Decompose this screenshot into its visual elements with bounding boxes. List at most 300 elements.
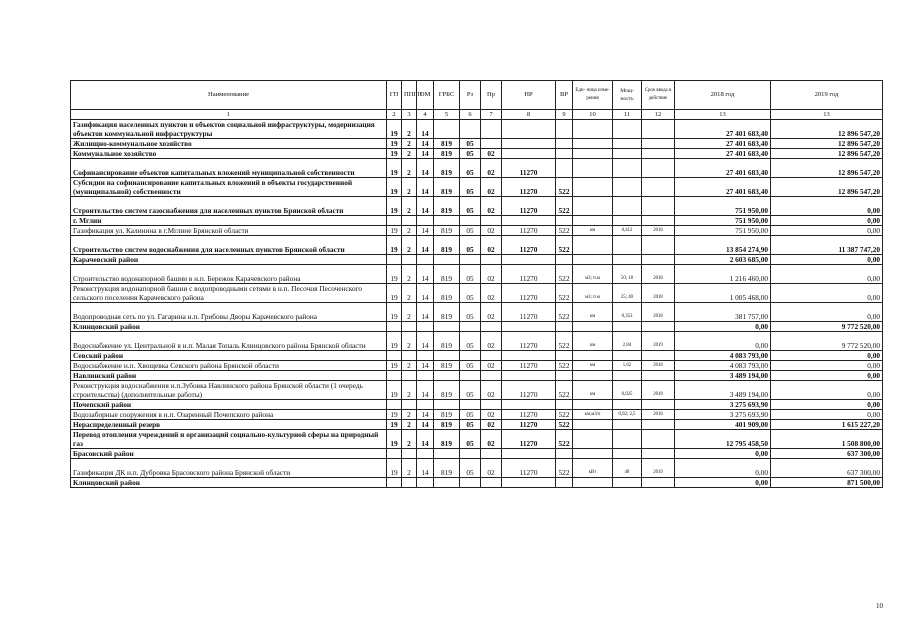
- cell-grbs: 819: [434, 159, 460, 178]
- cell-y2019: 0,00: [771, 197, 883, 216]
- cell-y2019: 637 300,00: [771, 459, 883, 478]
- cell-vr: 522: [556, 236, 573, 255]
- cell-gp: [387, 478, 402, 488]
- cell-om: [417, 371, 434, 381]
- cell-grbs: [434, 371, 460, 381]
- cell-y2019: 11 387 747,20: [771, 236, 883, 255]
- cell-unit: км: [573, 332, 613, 351]
- cell-y2018: 13 854 274,90: [675, 236, 771, 255]
- cell-rz: 05: [460, 265, 481, 284]
- cell-y2018: 0,00: [675, 459, 771, 478]
- cell-nr: 11270: [502, 265, 556, 284]
- cell-rz: 05: [460, 149, 481, 159]
- cell-deadline: 2019: [642, 459, 675, 478]
- cell-pr: 02: [481, 303, 502, 322]
- cell-unit: [573, 197, 613, 216]
- cell-om: 14: [417, 139, 434, 149]
- table-body: [71, 120, 883, 488]
- cell-unit: м3; п.м: [573, 265, 613, 284]
- cell-nr: 11270: [502, 284, 556, 303]
- cell-deadline: 2018: [642, 226, 675, 236]
- cell-nr: [502, 371, 556, 381]
- cell-y2019: 0,00: [771, 284, 883, 303]
- cell-vr: 522: [556, 226, 573, 236]
- index-cell: 7: [481, 110, 502, 120]
- table-row: [71, 216, 883, 226]
- index-cell: 11: [613, 110, 642, 120]
- cell-rz: 05: [460, 226, 481, 236]
- cell-name: Реконструкция водонапорной башни с водопроводными сетями в н.п. Песочня Песоченского сельского поселения Карачевского района: [71, 284, 387, 303]
- col-header-2019: 2019 год: [771, 81, 883, 110]
- cell-nr: 11270: [502, 459, 556, 478]
- cell-nr: [502, 478, 556, 488]
- table-row: [71, 449, 883, 459]
- cell-vr: 522: [556, 361, 573, 371]
- cell-deadline: [642, 120, 675, 139]
- cell-grbs: 819: [434, 361, 460, 371]
- cell-pr: [481, 216, 502, 226]
- cell-ppgp: [402, 371, 417, 381]
- cell-y2018: 0,00: [675, 322, 771, 332]
- cell-unit: [573, 178, 613, 197]
- cell-name: Строительство систем водоснабжения для населенных пунктов Брянской области: [71, 236, 387, 255]
- cell-y2018: 751 950,00: [675, 226, 771, 236]
- cell-rz: [460, 371, 481, 381]
- cell-y2019: 0,00: [771, 255, 883, 265]
- cell-y2018: 3 489 194,00: [675, 371, 771, 381]
- cell-unit: [573, 371, 613, 381]
- cell-om: 14: [417, 236, 434, 255]
- cell-pr: 02: [481, 226, 502, 236]
- cell-om: 14: [417, 159, 434, 178]
- cell-power: 48: [613, 459, 642, 478]
- cell-ppgp: 2: [402, 178, 417, 197]
- cell-deadline: [642, 236, 675, 255]
- cell-y2018: 0,00: [675, 478, 771, 488]
- cell-vr: 522: [556, 430, 573, 449]
- cell-gp: [387, 371, 402, 381]
- cell-name: Брасовский район: [71, 449, 387, 459]
- cell-deadline: 2018: [642, 284, 675, 303]
- table-row: [71, 430, 883, 449]
- cell-power: [613, 400, 642, 410]
- cell-grbs: [434, 351, 460, 361]
- cell-om: 14: [417, 120, 434, 139]
- cell-deadline: 2019: [642, 332, 675, 351]
- cell-om: 14: [417, 459, 434, 478]
- cell-om: [417, 449, 434, 459]
- col-header-rz: Рз: [460, 81, 481, 110]
- col-header-power: Мощ- ность: [613, 81, 642, 110]
- cell-y2019: 0,00: [771, 216, 883, 226]
- cell-nr: [502, 400, 556, 410]
- cell-grbs: [434, 255, 460, 265]
- cell-grbs: 819: [434, 303, 460, 322]
- cell-power: 0,353: [613, 303, 642, 322]
- col-header-pr: Пр: [481, 81, 502, 110]
- cell-grbs: 819: [434, 197, 460, 216]
- cell-y2018: 4 083 793,00: [675, 351, 771, 361]
- cell-om: 14: [417, 226, 434, 236]
- cell-deadline: [642, 351, 675, 361]
- cell-vr: [556, 351, 573, 361]
- cell-pr: 02: [481, 420, 502, 430]
- cell-y2019: 0,00: [771, 226, 883, 236]
- cell-y2018: 2 603 685,00: [675, 255, 771, 265]
- cell-gp: 19: [387, 197, 402, 216]
- cell-om: 14: [417, 361, 434, 371]
- cell-unit: [573, 216, 613, 226]
- cell-pr: 02: [481, 149, 502, 159]
- cell-deadline: [642, 478, 675, 488]
- cell-rz: [460, 216, 481, 226]
- cell-grbs: 819: [434, 381, 460, 400]
- cell-vr: [556, 139, 573, 149]
- cell-pr: 02: [481, 410, 502, 420]
- col-header-unit: Еди- ница изме- рения: [573, 81, 613, 110]
- cell-y2018: 27 401 683,40: [675, 159, 771, 178]
- cell-rz: 05: [460, 159, 481, 178]
- cell-rz: 05: [460, 420, 481, 430]
- cell-y2018: 3 489 194,00: [675, 381, 771, 400]
- cell-nr: 11270: [502, 159, 556, 178]
- col-header-ppgp: ППГП: [402, 81, 417, 110]
- cell-pr: 02: [481, 236, 502, 255]
- cell-om: 14: [417, 420, 434, 430]
- cell-nr: [502, 351, 556, 361]
- cell-y2019: 12 896 547,20: [771, 178, 883, 197]
- cell-deadline: [642, 400, 675, 410]
- cell-y2019: 0,00: [771, 303, 883, 322]
- cell-om: 14: [417, 410, 434, 420]
- cell-grbs: 819: [434, 420, 460, 430]
- cell-y2018: 27 401 683,40: [675, 178, 771, 197]
- cell-y2018: 27 401 683,40: [675, 139, 771, 149]
- cell-power: [613, 478, 642, 488]
- cell-pr: 02: [481, 159, 502, 178]
- cell-name: Перевод отопления учреждений и организаций социально-культурной сферы на природный газ: [71, 430, 387, 449]
- cell-deadline: [642, 159, 675, 178]
- table-row: [71, 351, 883, 361]
- cell-rz: 05: [460, 332, 481, 351]
- cell-pr: 02: [481, 332, 502, 351]
- cell-vr: 522: [556, 197, 573, 216]
- cell-unit: [573, 478, 613, 488]
- cell-y2018: 751 950,00: [675, 197, 771, 216]
- cell-y2018: 4 083 793,00: [675, 361, 771, 371]
- cell-name: Газификация населенных пунктов и объектов социальной инфраструктуры, модернизация объектов коммунальной инфраструктуры: [71, 120, 387, 139]
- cell-pr: 02: [481, 197, 502, 216]
- cell-ppgp: [402, 216, 417, 226]
- cell-vr: 522: [556, 265, 573, 284]
- cell-gp: 19: [387, 361, 402, 371]
- cell-ppgp: 2: [402, 361, 417, 371]
- cell-grbs: 819: [434, 236, 460, 255]
- cell-pr: [481, 400, 502, 410]
- col-header-vr: ВР: [556, 81, 573, 110]
- cell-y2018: 1 005 468,00: [675, 284, 771, 303]
- cell-nr: 11270: [502, 361, 556, 371]
- cell-power: 1,62: [613, 361, 642, 371]
- cell-pr: [481, 120, 502, 139]
- cell-nr: 11270: [502, 430, 556, 449]
- cell-unit: км: [573, 303, 613, 322]
- cell-rz: [460, 400, 481, 410]
- cell-ppgp: [402, 449, 417, 459]
- cell-ppgp: 2: [402, 139, 417, 149]
- cell-power: [613, 430, 642, 449]
- table-row: [71, 226, 883, 236]
- cell-rz: 05: [460, 410, 481, 420]
- cell-unit: кВт: [573, 459, 613, 478]
- cell-power: [613, 322, 642, 332]
- cell-deadline: [642, 178, 675, 197]
- cell-deadline: 2018: [642, 265, 675, 284]
- cell-deadline: [642, 449, 675, 459]
- cell-deadline: 2018: [642, 410, 675, 420]
- cell-rz: 05: [460, 284, 481, 303]
- cell-pr: 02: [481, 381, 502, 400]
- cell-grbs: 819: [434, 284, 460, 303]
- index-cell: 4: [417, 110, 434, 120]
- cell-grbs: [434, 322, 460, 332]
- cell-grbs: 819: [434, 459, 460, 478]
- table-row: [71, 371, 883, 381]
- cell-unit: [573, 449, 613, 459]
- table-row: [71, 197, 883, 216]
- column-index-row: [71, 110, 883, 120]
- cell-y2018: 27 401 683,40: [675, 149, 771, 159]
- cell-deadline: 2018: [642, 303, 675, 322]
- cell-om: [417, 216, 434, 226]
- cell-power: 50; 18: [613, 265, 642, 284]
- cell-rz: 05: [460, 197, 481, 216]
- cell-y2018: 751 950,00: [675, 216, 771, 226]
- cell-unit: [573, 400, 613, 410]
- cell-grbs: 819: [434, 226, 460, 236]
- cell-nr: 11270: [502, 332, 556, 351]
- table-row: [71, 120, 883, 139]
- cell-ppgp: 2: [402, 149, 417, 159]
- cell-rz: 05: [460, 178, 481, 197]
- cell-y2019: 0,00: [771, 361, 883, 371]
- index-cell: 13: [771, 110, 883, 120]
- table-row: [71, 381, 883, 400]
- cell-ppgp: [402, 400, 417, 410]
- cell-y2019: 12 896 547,20: [771, 149, 883, 159]
- cell-vr: 522: [556, 410, 573, 420]
- cell-pr: [481, 449, 502, 459]
- cell-name: Газификация ул. Калинина в г.Мглине Брянской области: [71, 226, 387, 236]
- table-row: [71, 332, 883, 351]
- cell-pr: [481, 478, 502, 488]
- cell-om: 14: [417, 332, 434, 351]
- cell-y2018: 3 275 693,90: [675, 400, 771, 410]
- cell-unit: [573, 351, 613, 361]
- cell-deadline: [642, 197, 675, 216]
- cell-gp: 19: [387, 381, 402, 400]
- cell-name: Карачевский район: [71, 255, 387, 265]
- cell-name: Севский район: [71, 351, 387, 361]
- cell-unit: [573, 430, 613, 449]
- cell-rz: [460, 322, 481, 332]
- cell-unit: км: [573, 361, 613, 371]
- cell-nr: [502, 322, 556, 332]
- cell-om: 14: [417, 381, 434, 400]
- table-row: [71, 236, 883, 255]
- cell-gp: 19: [387, 226, 402, 236]
- cell-pr: 02: [481, 284, 502, 303]
- cell-vr: 522: [556, 459, 573, 478]
- cell-grbs: [434, 216, 460, 226]
- cell-gp: [387, 322, 402, 332]
- cell-ppgp: [402, 322, 417, 332]
- cell-unit: [573, 255, 613, 265]
- cell-ppgp: 2: [402, 159, 417, 178]
- index-cell: 13: [675, 110, 771, 120]
- cell-name: Водопроводная сеть по ул. Гагарина н.п. Грибовы Дворы Карачевского района: [71, 303, 387, 322]
- cell-name: Нераспределенный резерв: [71, 420, 387, 430]
- cell-om: 14: [417, 284, 434, 303]
- budget-table: [70, 80, 883, 488]
- cell-unit: км: [573, 226, 613, 236]
- cell-nr: 11270: [502, 303, 556, 322]
- cell-nr: 11270: [502, 236, 556, 255]
- cell-vr: 522: [556, 303, 573, 322]
- cell-om: 14: [417, 178, 434, 197]
- table-row: [71, 459, 883, 478]
- cell-ppgp: [402, 478, 417, 488]
- cell-gp: [387, 216, 402, 226]
- cell-unit: км,м3/ч: [573, 410, 613, 420]
- cell-power: [613, 351, 642, 361]
- cell-pr: [481, 139, 502, 149]
- cell-name: г. Мглин: [71, 216, 387, 226]
- cell-unit: [573, 149, 613, 159]
- cell-y2019: 12 896 547,20: [771, 139, 883, 149]
- cell-gp: 19: [387, 120, 402, 139]
- cell-name: Жилищно-коммунальное хозяйство: [71, 139, 387, 149]
- cell-rz: 05: [460, 430, 481, 449]
- col-header-2018: 2018 год: [675, 81, 771, 110]
- cell-power: [613, 139, 642, 149]
- cell-deadline: 2018: [642, 381, 675, 400]
- cell-name: Клинцовский район: [71, 478, 387, 488]
- cell-gp: 19: [387, 410, 402, 420]
- table-row: [71, 400, 883, 410]
- cell-nr: [502, 255, 556, 265]
- cell-ppgp: 2: [402, 226, 417, 236]
- cell-gp: 19: [387, 284, 402, 303]
- cell-pr: 02: [481, 430, 502, 449]
- col-header-grbs: ГРБС: [434, 81, 460, 110]
- cell-gp: 19: [387, 236, 402, 255]
- cell-vr: 522: [556, 332, 573, 351]
- cell-nr: 11270: [502, 410, 556, 420]
- table-row: [71, 361, 883, 371]
- cell-grbs: 819: [434, 149, 460, 159]
- cell-ppgp: 2: [402, 430, 417, 449]
- cell-gp: 19: [387, 265, 402, 284]
- cell-ppgp: 2: [402, 236, 417, 255]
- cell-om: [417, 322, 434, 332]
- table-row: [71, 139, 883, 149]
- cell-unit: [573, 120, 613, 139]
- cell-om: [417, 255, 434, 265]
- cell-ppgp: [402, 255, 417, 265]
- cell-gp: 19: [387, 420, 402, 430]
- cell-ppgp: 2: [402, 265, 417, 284]
- cell-vr: 522: [556, 178, 573, 197]
- cell-om: 14: [417, 149, 434, 159]
- cell-rz: 05: [460, 236, 481, 255]
- cell-power: [613, 178, 642, 197]
- cell-ppgp: 2: [402, 120, 417, 139]
- table-row: [71, 478, 883, 488]
- cell-y2018: 27 401 683,40: [675, 120, 771, 139]
- cell-grbs: 819: [434, 410, 460, 420]
- cell-om: 14: [417, 265, 434, 284]
- table-row: [71, 255, 883, 265]
- cell-grbs: 819: [434, 332, 460, 351]
- cell-y2019: 0,00: [771, 400, 883, 410]
- cell-deadline: [642, 139, 675, 149]
- cell-y2019: 637 300,00: [771, 449, 883, 459]
- cell-y2019: 0,00: [771, 371, 883, 381]
- cell-deadline: [642, 430, 675, 449]
- index-cell: 6: [460, 110, 481, 120]
- cell-y2019: 1 615 227,20: [771, 420, 883, 430]
- cell-nr: 11270: [502, 420, 556, 430]
- cell-om: [417, 478, 434, 488]
- index-cell: 3: [402, 110, 417, 120]
- cell-y2018: 381 757,00: [675, 303, 771, 322]
- cell-power: [613, 449, 642, 459]
- cell-vr: [556, 149, 573, 159]
- cell-unit: км: [573, 381, 613, 400]
- cell-y2018: 12 795 458,50: [675, 430, 771, 449]
- cell-name: Навлинский район: [71, 371, 387, 381]
- cell-name: Клинцовский район: [71, 322, 387, 332]
- cell-vr: [556, 371, 573, 381]
- cell-name: Водоснабжение н.п. Хвощевка Севского района Брянской области: [71, 361, 387, 371]
- table-header-row: [71, 81, 883, 110]
- cell-y2018: 0,00: [675, 332, 771, 351]
- cell-name: Субсидии на софинансирование капитальных вложений в объекты государственной (муниципальной) собственности: [71, 178, 387, 197]
- cell-pr: [481, 351, 502, 361]
- index-cell: 12: [642, 110, 675, 120]
- cell-name: Строительство систем газоснабжения для населенных пунктов Брянской области: [71, 197, 387, 216]
- cell-y2019: 0,00: [771, 351, 883, 361]
- index-cell: 2: [387, 110, 402, 120]
- index-cell: 1: [71, 110, 387, 120]
- page-number: 10: [876, 602, 883, 610]
- cell-power: [613, 216, 642, 226]
- cell-power: 0,412: [613, 226, 642, 236]
- cell-rz: 05: [460, 361, 481, 371]
- cell-ppgp: 2: [402, 459, 417, 478]
- cell-pr: 02: [481, 265, 502, 284]
- cell-vr: 522: [556, 420, 573, 430]
- cell-gp: 19: [387, 303, 402, 322]
- cell-y2019: 12 896 547,20: [771, 120, 883, 139]
- cell-ppgp: [402, 351, 417, 361]
- cell-rz: [460, 449, 481, 459]
- cell-unit: м3; п.м: [573, 284, 613, 303]
- cell-power: [613, 420, 642, 430]
- cell-gp: [387, 255, 402, 265]
- cell-ppgp: 2: [402, 332, 417, 351]
